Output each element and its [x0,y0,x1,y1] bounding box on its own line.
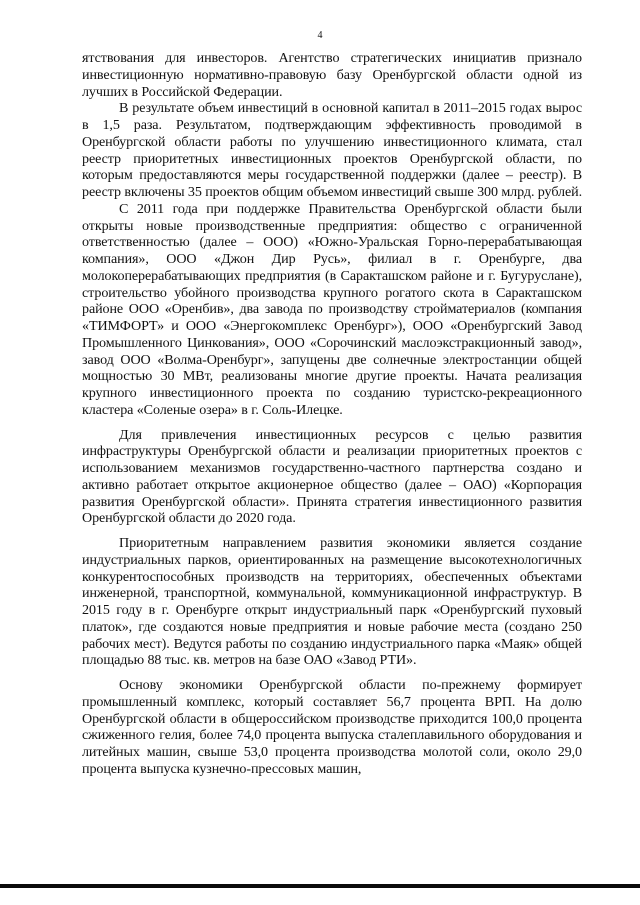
paragraph-development-corporation: Для привлечения инвестиционных ресурсов с целью развития инфраструктуры Оренбургской области и реализации приоритетных проектов с использованием механизмов государственно-частного партнерства создано и активно работает открытое акционерное общество (далее – ОАО) «Корпорация развития Оренбургской области». Принята стратегия инвестиционного развития Оренбургской области до 2020 года. [82,426,582,527]
body-text [82,50,582,778]
paragraph-industrial-complex: Основу экономики Оренбургской области по-прежнему формирует промышленный комплекс, который составляет 56,7 процента ВРП. На долю Оренбургской области в общероссийском производстве приходится 100,0 процента сжиженного гелия, более 74,0 процента выпуска сталеплавильного оборудования и литейных машин, свыше 53,0 процента производства молотой соли, около 29,0 процента выпуска кузнечно-прессовых машин, [82,677,582,777]
page-number: 4 [317,30,323,41]
paragraph-industrial-parks: Приоритетным направлением развития экономики является создание индустриальных парков, ориентированных на размещение высокотехнологичных конкурентоспособных производств на территориях, обеспеченных объектами инженерной, транспортной, коммунальной, коммуникационной инфраструктур. В 2015 году в г. Оренбурге открыт индустриальный парк «Оренбургский пуховый платок», где создаются новые предприятия и новые рабочие места (создано 250 рабочих мест). Ведутся работы по созданию индустриального парка «Маяк» общей площадью 88 тыс. кв. метров на базе ОАО «Завод РТИ». [82,535,582,669]
paragraph-new-enterprises: С 2011 года при поддержке Правительства Оренбургской области были открыты новые производственные предприятия: общество с ограниченной ответственностью (далее – ООО) «Южно-Уральская Горно-перерабатывающая компания», ООО «Джон Дир Русь», филиал в г. Оренбурге, два молокоперерабатывающих предприятия (в Саракташском районе и г. Бугуруслане), строительство убойного производства крупного рогатого скота в Саракташском районе ООО «Оренбив», два завода по производству стройматериалов (компания «ТИМФОРТ» и ООО «Энергокомплекс Оренбург»), ООО «Оренбургский Завод Промышленного Цинкования», ООО «Сорочинский маслоэкстракционный завод», завод ООО «Волма-Оренбург», запущены две солнечные электростанции общей мощностью 30 МВт, реализованы многие другие проекты. Начата реализация крупного инвестиционного проекта по созданию туристско-рекреационного кластера «Соленые озера» в г. Соль-Илецке. [82,200,582,418]
paragraph-investment-growth: В результате объем инвестиций в основной капитал в 2011–2015 годах вырос в 1,5 раза. Результатом, подтверждающим эффективность проводимой в Оренбургской области работы по улучшению инвестиционного климата, стал реестр приоритетных инвестиционных проектов Оренбургской области, по которым предоставляются меры государственной поддержки (далее – реестр). В реестр включены 35 проектов общим объемом инвестиций свыше 300 млрд. рублей. [82,100,582,200]
paragraph-investor-agency: ятствования для инвесторов. Агентство стратегических инициатив признало инвестиционную нормативно-правовую базу Оренбургской области одной из лучших в Российской Федерации. [82,50,582,100]
bottom-rule [0,884,640,888]
